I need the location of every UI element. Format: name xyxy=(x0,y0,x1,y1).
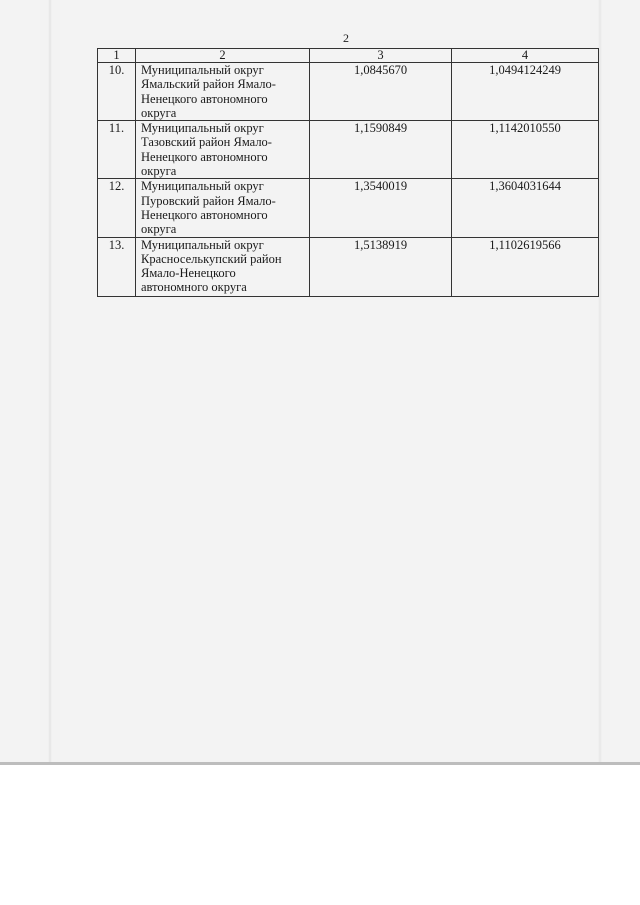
name-line: Ненецкого автономного xyxy=(141,91,268,106)
table-row xyxy=(98,179,599,237)
name-line: Пуровский район Ямало- xyxy=(141,193,276,208)
name-line: Ненецкого автономного xyxy=(141,149,268,164)
name-line: Муниципальный округ xyxy=(141,63,264,77)
row-index: 11. xyxy=(98,121,136,179)
name-line: Муниципальный округ xyxy=(141,121,264,136)
name-line: округа xyxy=(141,164,177,179)
value-column-4: 1,1142010550 xyxy=(452,121,599,179)
name-line: округа xyxy=(141,222,177,237)
municipality-name xyxy=(136,179,310,237)
value-column-3: 1,0845670 xyxy=(310,63,452,121)
table-row xyxy=(98,121,599,179)
municipality-name xyxy=(136,63,310,121)
name-line: Муниципальный округ xyxy=(141,237,264,252)
name-line: Тазовский район Ямало- xyxy=(141,135,272,150)
value-column-3: 1,1590849 xyxy=(310,121,452,179)
municipality-name xyxy=(136,121,310,179)
row-index: 13. xyxy=(98,237,136,296)
table-header-row xyxy=(98,49,599,63)
name-line: Ямало-Ненецкого xyxy=(141,266,236,281)
name-line: Красноселькупский район xyxy=(141,251,282,266)
name-line: Ненецкого автономного xyxy=(141,207,268,222)
name-line: Муниципальный округ xyxy=(141,179,264,194)
name-line: Ямальский район Ямало- xyxy=(141,77,276,92)
scan-fold-shadow-left xyxy=(48,0,52,762)
row-index: 12. xyxy=(98,179,136,237)
municipality-name xyxy=(136,237,310,296)
name-line: автономного округа xyxy=(141,280,247,295)
coefficients-table xyxy=(97,48,599,297)
row-index: 10. xyxy=(98,63,136,121)
column-header: 1 xyxy=(98,49,136,63)
value-column-3: 1,5138919 xyxy=(310,237,452,296)
value-column-3: 1,3540019 xyxy=(310,179,452,237)
table-row xyxy=(98,237,599,296)
value-column-4: 1,1102619566 xyxy=(452,237,599,296)
column-header: 3 xyxy=(310,49,452,63)
page-number: 2 xyxy=(343,31,349,45)
table-row xyxy=(98,63,599,121)
value-column-4: 1,3604031644 xyxy=(452,179,599,237)
name-line: округа xyxy=(141,105,177,120)
value-column-4: 1,0494124249 xyxy=(452,63,599,121)
column-header: 4 xyxy=(452,49,599,63)
column-header: 2 xyxy=(136,49,310,63)
